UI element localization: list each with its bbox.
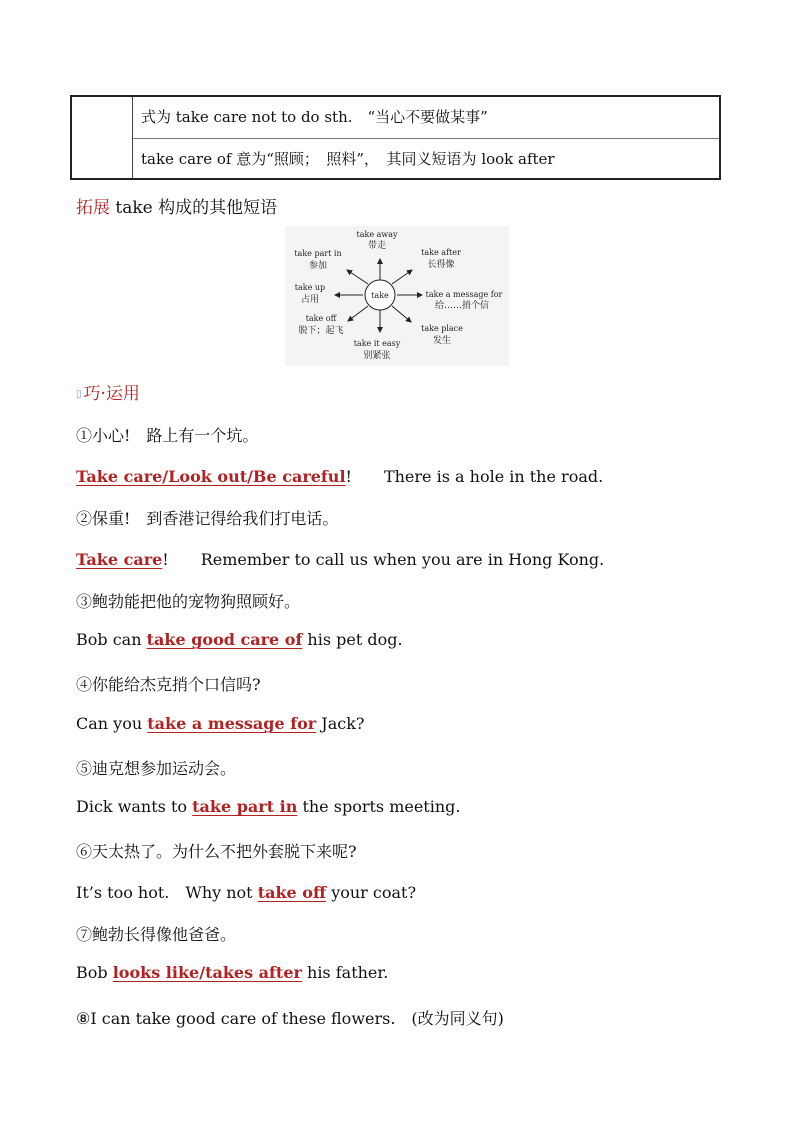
take-after-zh: 长得像 bbox=[427, 260, 455, 270]
exercise-7-answer-line: Bob looks like/takes after his father. bbox=[76, 963, 389, 982]
take-off-en: take off bbox=[305, 314, 337, 323]
exercise-1-prompt: ①小心! 路上有一个坑。 bbox=[76, 426, 259, 445]
exercise-4-answer-line: Can you take a message for Jack? bbox=[76, 714, 365, 733]
exercise-4-answer: take a message for bbox=[147, 714, 317, 733]
exercise-1-answer: Take care/Look out/Be careful bbox=[76, 467, 346, 486]
table-row-2: take care of 意为“照顾； 照料”， 其同义短语为 look after bbox=[141, 150, 555, 168]
arrow-take-part-in bbox=[347, 270, 368, 284]
exercise-6-prompt: ⑥天太热了。为什么不把外套脱下来呢? bbox=[76, 842, 357, 861]
exercise-7-answer: looks like/takes after bbox=[112, 963, 302, 982]
practice-title-text: 巧·运用 bbox=[83, 384, 140, 404]
practice-title bbox=[76, 379, 140, 404]
center-label: take bbox=[371, 291, 389, 300]
take-message-en: take a message for bbox=[425, 290, 503, 299]
take-part-in-zh: 参加 bbox=[308, 261, 328, 271]
exercise-3-answer-line: Bob can take good care of his pet dog. bbox=[76, 630, 403, 649]
take-message-zh: 给……捎个信 bbox=[434, 301, 490, 311]
exercise-6-answer-line: It’s too hot. Why not take off your coat? bbox=[76, 883, 417, 902]
exercise-5-answer-line: Dick wants to take part in the sports meeting. bbox=[76, 797, 461, 816]
exercise-3-prompt: ③鲍勃能把他的宠物狗照顾好。 bbox=[76, 592, 301, 611]
exercise-3-answer: take good care of bbox=[146, 630, 303, 649]
take-part-in-en: take part in bbox=[294, 249, 342, 258]
note-table bbox=[70, 95, 721, 180]
table-row-1: 式为 take care not to do sth. “当心不要做某事” bbox=[133, 97, 719, 139]
exercise-4-prompt: ④你能给杰克捎个口信吗? bbox=[76, 675, 261, 694]
take-easy-zh: 别紧张 bbox=[363, 351, 391, 361]
take-up-en: take up bbox=[294, 283, 326, 292]
take-up-zh: 占用 bbox=[300, 295, 320, 305]
exercise-2-answer: Take care bbox=[76, 550, 163, 569]
expand-heading bbox=[76, 193, 277, 218]
exercise-2-answer-line: Take care! Remember to call us when you are in Hong Kong. bbox=[76, 550, 605, 569]
diagram-svg bbox=[285, 226, 509, 366]
take-after-en: take after bbox=[421, 248, 461, 257]
take-place-zh: 发生 bbox=[432, 336, 452, 346]
take-easy-en: take it easy bbox=[353, 339, 401, 348]
expand-text: take 构成的其他短语 bbox=[110, 198, 278, 218]
exercise-6-answer: take off bbox=[257, 883, 327, 902]
exercise-2-prompt: ②保重! 到香港记得给我们打电话。 bbox=[76, 509, 339, 528]
exercise-8-prompt: ⑧I can take good care of these flowers. (改为同义句) bbox=[76, 1009, 504, 1028]
exercise-5-answer: take part in bbox=[192, 797, 298, 816]
section-marker-icon: ▯ bbox=[76, 389, 82, 400]
take-place-en: take place bbox=[421, 324, 463, 333]
exercise-1-answer-line: Take care/Look out/Be careful! There is a hole in the road. bbox=[76, 467, 604, 486]
take-away-zh: 带走 bbox=[367, 241, 387, 251]
arrow-take-off bbox=[348, 306, 368, 321]
exercise-7-prompt: ⑦鲍勃长得像他爸爸。 bbox=[76, 925, 237, 944]
take-off-zh: 脱下；起飞 bbox=[298, 326, 344, 336]
table-label-cell bbox=[72, 97, 133, 178]
take-away-en: take away bbox=[356, 230, 398, 239]
exercise-5-prompt: ⑤迪克想参加运动会。 bbox=[76, 759, 237, 778]
expand-label: 拓展 bbox=[76, 198, 110, 218]
take-phrases-diagram bbox=[285, 226, 509, 366]
arrow-take-after bbox=[392, 270, 412, 284]
arrow-take-place bbox=[392, 306, 411, 322]
